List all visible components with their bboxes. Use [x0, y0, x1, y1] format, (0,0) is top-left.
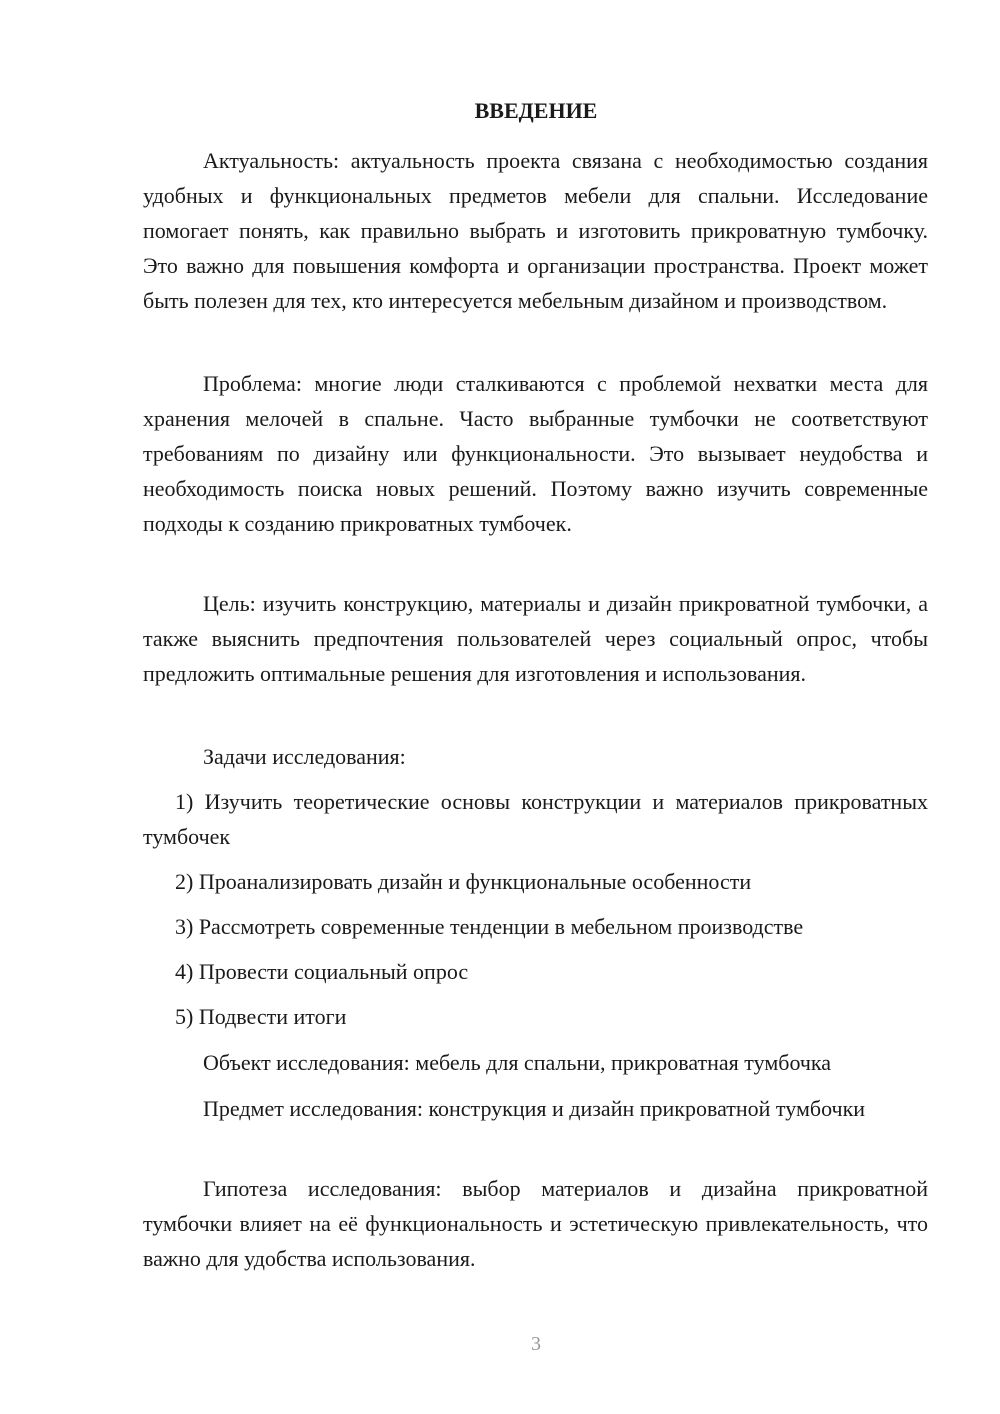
section-heading: ВВЕДЕНИЕ: [474, 98, 598, 123]
task-item-2: 2) Проанализировать дизайн и функциональные особенности: [175, 869, 752, 894]
goal-paragraph: Цель: изучить конструкцию, материалы и дизайн прикроватной тумбочки, а также выяснить предпочтения пользователей через социальный опрос, чтобы предложить оптимальные решения для изготовления и использования.: [143, 591, 928, 686]
hypothesis-paragraph: Гипотеза исследования: выбор материалов и дизайна прикроватной тумбочки влияет на её функциональность и эстетическую привлекательность, что важно для удобства использования.: [143, 1176, 928, 1271]
page-number: 3: [531, 1333, 541, 1355]
task-item-3: 3) Рассмотреть современные тенденции в мебельном производстве: [175, 914, 804, 939]
task-item-5: 5) Подвести итоги: [175, 1004, 347, 1029]
relevance-paragraph: Актуальность: актуальность проекта связана с необходимостью создания удобных и функциональных предметов мебели для спальни. Исследование помогает понять, как правильно выбрать и изготовить прикроватную тумбочку. Это важно для повышения комфорта и организации пространства. Проект может быть полезен для тех, кто интересуется мебельным дизайном и производством.: [143, 148, 928, 313]
task-item-4: 4) Провести социальный опрос: [175, 959, 469, 984]
problem-paragraph: Проблема: многие люди сталкиваются с проблемой нехватки места для хранения мелочей в спальне. Часто выбранные тумбочки не соответствуют требованиям по дизайну или функциональности. Это вызывает неудобства и необходимость поиска новых решений. Поэтому важно изучить современные подходы к созданию прикроватных тумбочек.: [143, 371, 928, 536]
object-paragraph: Объект исследования: мебель для спальни, прикроватная тумбочка: [203, 1050, 832, 1075]
tasks-heading: Задачи исследования:: [203, 744, 406, 769]
subject-paragraph: Предмет исследования: конструкция и дизайн прикроватной тумбочки: [203, 1096, 866, 1121]
task-item-1: 1) Изучить теоретические основы конструкции и материалов прикроватных тумбочек: [143, 789, 928, 849]
